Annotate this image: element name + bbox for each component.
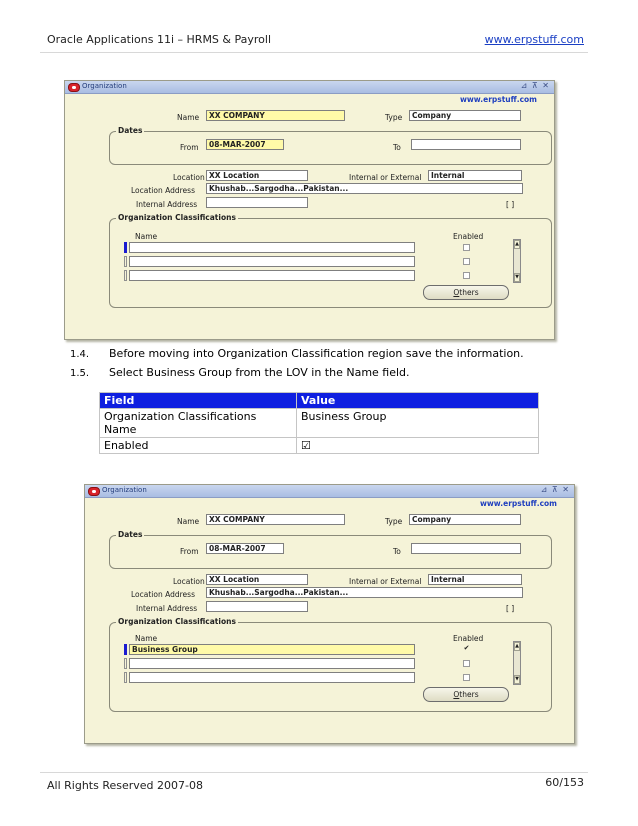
header-divider <box>40 52 588 53</box>
enabled-checkbox-row-2[interactable] <box>463 660 470 667</box>
class-name-row-2[interactable] <box>129 658 415 669</box>
classifications-group-title: Organization Classifications <box>118 213 236 222</box>
scroll-up-icon[interactable]: ▲ <box>515 643 519 649</box>
scroll-down-icon[interactable]: ▼ <box>515 676 519 682</box>
location-field[interactable]: XX Location <box>206 170 308 181</box>
window-controls-icon[interactable]: ⊿ ⊼ ✕ <box>520 81 550 90</box>
enabled-checkbox-row-3[interactable] <box>463 272 470 279</box>
name-field[interactable]: XX COMPANY <box>206 110 345 121</box>
class-name-row-3[interactable] <box>129 672 415 683</box>
class-name-row-2[interactable] <box>129 256 415 267</box>
scroll-up-icon[interactable]: ▲ <box>515 241 519 247</box>
location-label: Location <box>173 173 205 182</box>
step-text: Before moving into Organization Classification region save the information. <box>109 347 524 360</box>
internal-external-label: Internal or External <box>349 577 422 586</box>
record-indicator <box>124 672 127 683</box>
enabled-checkbox-row-3[interactable] <box>463 674 470 681</box>
classifications-scrollbar[interactable] <box>513 641 521 685</box>
step-text: Select Business Group from the LOV in the Name field. <box>109 366 410 379</box>
from-date-field[interactable]: 08-MAR-2007 <box>206 139 284 150</box>
enabled-column-header: Enabled <box>453 232 484 241</box>
page-header-title: Oracle Applications 11i – HRMS & Payroll <box>47 33 271 46</box>
internal-address-label: Internal Address <box>136 604 198 613</box>
class-name-row-1[interactable] <box>129 242 415 253</box>
enabled-checkbox-row-1[interactable] <box>463 244 470 251</box>
organization-window-2 <box>84 484 575 744</box>
table-header-field: Field <box>100 393 297 409</box>
page-header-link[interactable]: www.erpstuff.com <box>484 33 584 46</box>
record-indicator <box>124 270 127 281</box>
watermark-url: www.erpstuff.com <box>479 499 557 508</box>
table-row <box>100 409 539 438</box>
name-field[interactable]: XX COMPANY <box>206 514 345 525</box>
current-record-indicator <box>124 242 127 253</box>
from-date-field[interactable]: 08-MAR-2007 <box>206 543 284 554</box>
internal-address-field[interactable] <box>206 601 308 612</box>
location-address-field[interactable]: Khushab...Sargodha...Pakistan... <box>206 587 523 598</box>
type-field[interactable]: Company <box>409 514 521 525</box>
step-1-4 <box>70 347 524 360</box>
page-number: 60/153 <box>545 776 584 789</box>
name-label: Name <box>177 517 200 526</box>
internal-external-field[interactable]: Internal <box>428 574 522 585</box>
class-name-row-1[interactable]: Business Group <box>129 644 415 655</box>
step-1-5 <box>70 366 410 379</box>
class-name-row-3[interactable] <box>129 270 415 281</box>
internal-external-label: Internal or External <box>349 173 422 182</box>
window-titlebar <box>65 81 554 94</box>
to-date-field[interactable] <box>411 139 521 150</box>
dates-group-title: Dates <box>118 126 143 135</box>
record-indicator <box>124 256 127 267</box>
window-title: Organization <box>102 486 147 494</box>
desc-flex-field[interactable]: [ ] <box>506 604 515 613</box>
type-label: Type <box>385 517 403 526</box>
enabled-checkbox-row-2[interactable] <box>463 258 470 265</box>
to-label: To <box>393 143 401 152</box>
name-label: Name <box>177 113 200 122</box>
table-header-value: Value <box>297 393 539 409</box>
table-cell: Business Group <box>297 409 539 438</box>
enabled-column-header: Enabled <box>453 634 484 643</box>
oracle-icon <box>68 83 80 92</box>
table-header-row <box>100 393 539 409</box>
enabled-checkbox-row-1[interactable]: ✔ <box>463 644 470 652</box>
to-date-field[interactable] <box>411 543 521 554</box>
to-label: To <box>393 547 401 556</box>
table-row <box>100 438 539 454</box>
watermark-url: www.erpstuff.com <box>459 95 537 104</box>
location-address-label: Location Address <box>131 186 195 195</box>
oracle-icon <box>88 487 100 496</box>
dates-group-title: Dates <box>118 530 143 539</box>
field-value-table <box>99 392 539 454</box>
window-title: Organization <box>82 82 127 90</box>
step-number: 1.5. <box>70 368 90 379</box>
location-field[interactable]: XX Location <box>206 574 308 585</box>
from-label: From <box>180 143 199 152</box>
others-button[interactable]: Others <box>423 687 509 702</box>
location-address-field[interactable]: Khushab...Sargodha...Pakistan... <box>206 183 523 194</box>
internal-address-label: Internal Address <box>136 200 198 209</box>
internal-external-field[interactable]: Internal <box>428 170 522 181</box>
classifications-group-title: Organization Classifications <box>118 617 236 626</box>
footer-divider <box>40 772 588 773</box>
location-label: Location <box>173 577 205 586</box>
internal-address-field[interactable] <box>206 197 308 208</box>
scroll-down-icon[interactable]: ▼ <box>515 274 519 280</box>
type-label: Type <box>385 113 403 122</box>
window-titlebar <box>85 485 574 498</box>
organization-window-1 <box>64 80 555 340</box>
step-number: 1.4. <box>70 349 90 360</box>
location-address-label: Location Address <box>131 590 195 599</box>
window-controls-icon[interactable]: ⊿ ⊼ ✕ <box>540 485 570 494</box>
table-cell: ☑ <box>297 438 539 454</box>
type-field[interactable]: Company <box>409 110 521 121</box>
current-record-indicator <box>124 644 127 655</box>
desc-flex-field[interactable]: [ ] <box>506 200 515 209</box>
classifications-scrollbar[interactable] <box>513 239 521 283</box>
others-button[interactable]: Others <box>423 285 509 300</box>
record-indicator <box>124 658 127 669</box>
class-name-column-header: Name <box>135 634 158 643</box>
class-name-column-header: Name <box>135 232 158 241</box>
from-label: From <box>180 547 199 556</box>
table-cell: Organization Classifications Name <box>100 409 297 438</box>
table-cell: Enabled <box>100 438 297 454</box>
footer-copyright: All Rights Reserved 2007-08 <box>47 779 203 792</box>
